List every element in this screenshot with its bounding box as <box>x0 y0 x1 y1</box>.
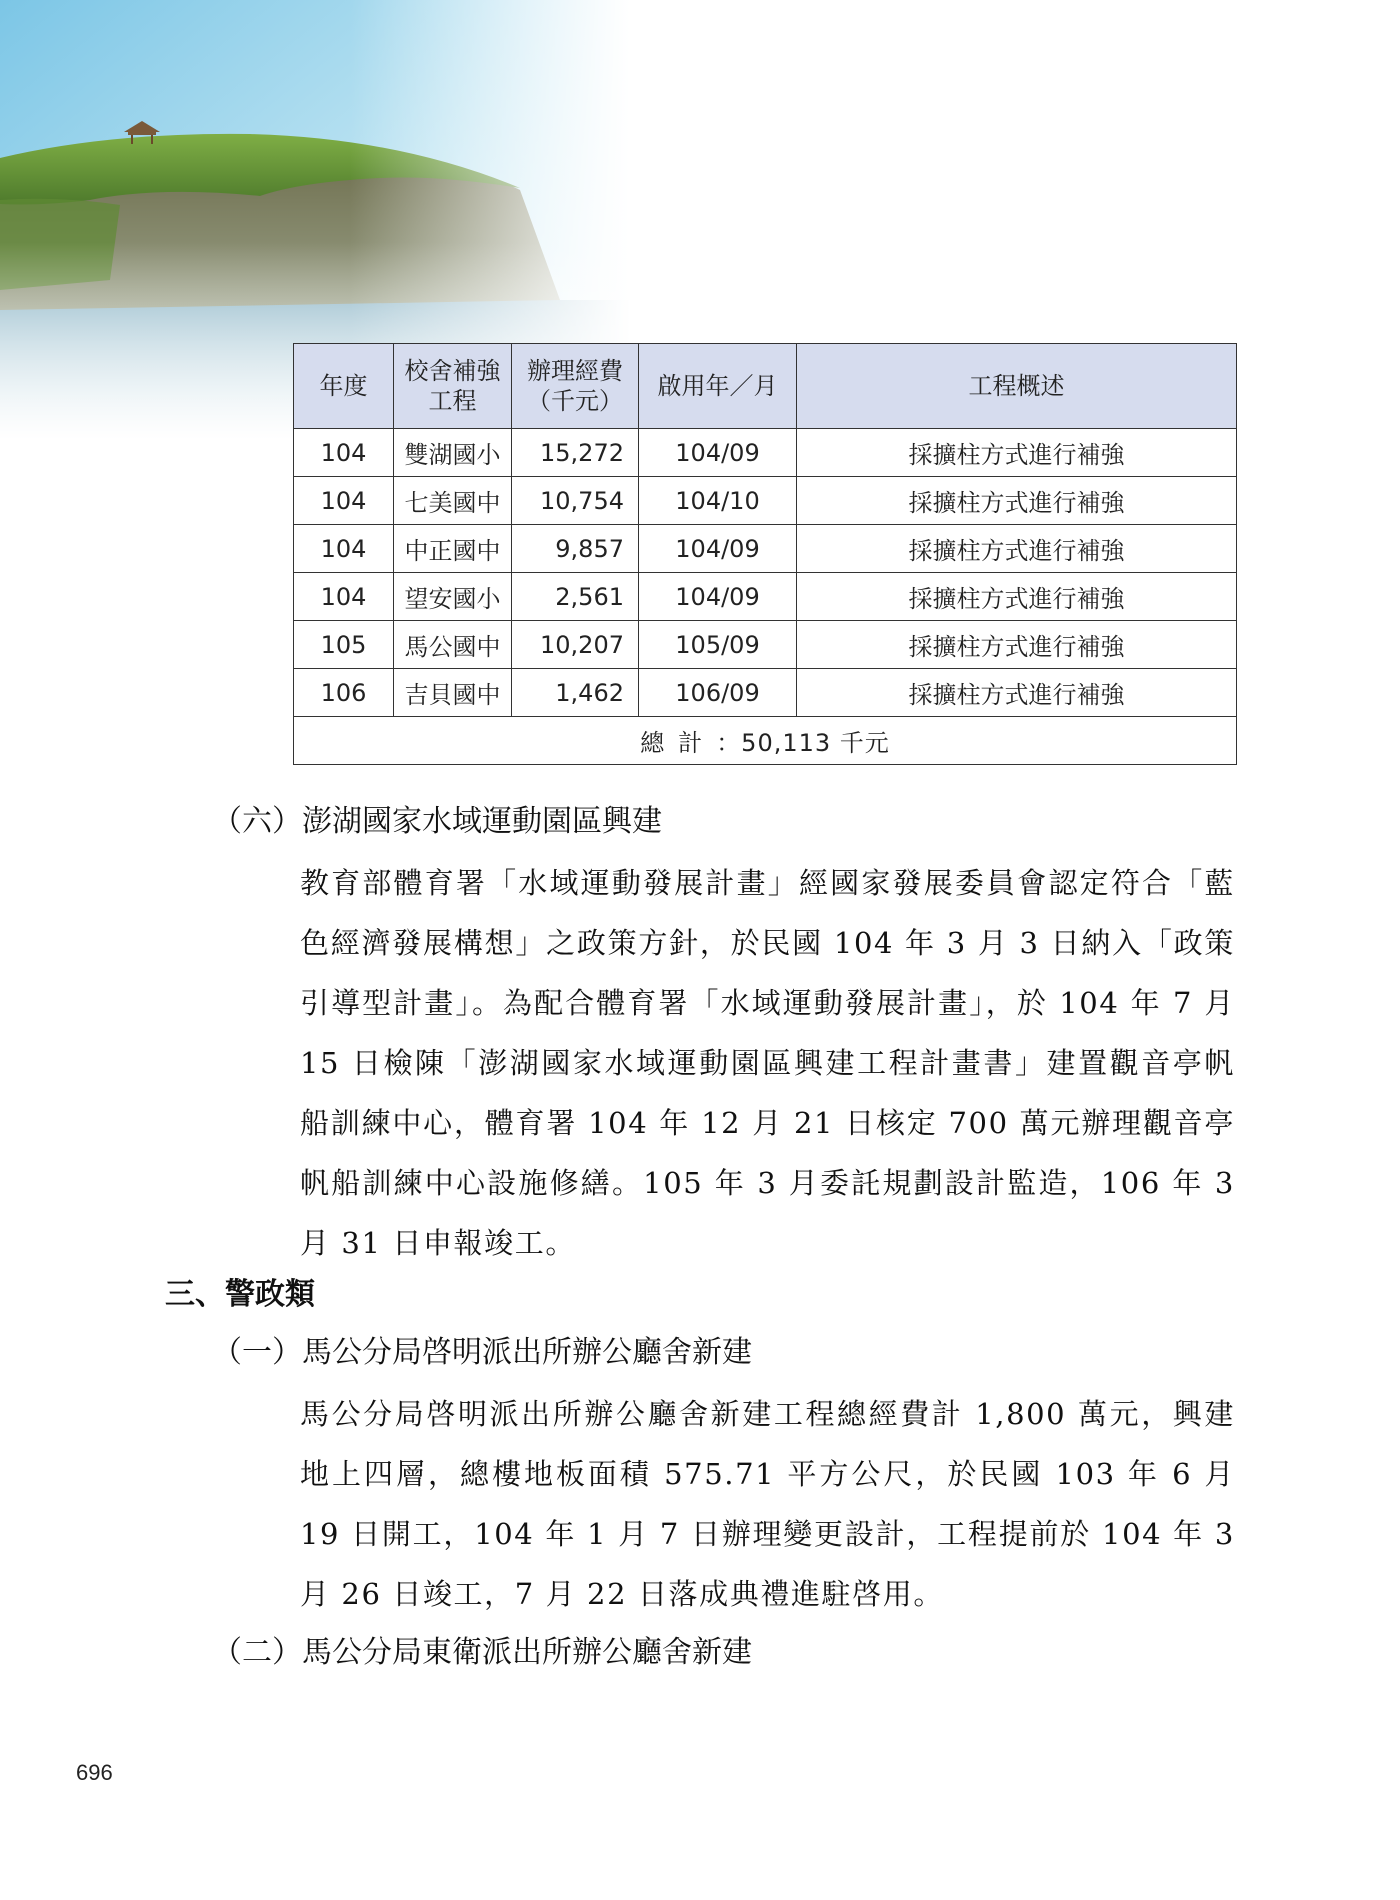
cell-description: 採擴柱方式進行補強 <box>797 669 1237 717</box>
cell-date: 106/09 <box>639 669 797 717</box>
section-three-heading: 三、警政類 <box>165 1277 315 1312</box>
header-cost: 辦理經費（千元） <box>512 344 639 429</box>
cell-year: 104 <box>294 525 394 573</box>
cell-description: 採擴柱方式進行補強 <box>797 477 1237 525</box>
table-row <box>294 669 1237 717</box>
cell-date: 104/09 <box>639 429 797 477</box>
table-row <box>294 429 1237 477</box>
school-reinforcement-table <box>293 343 1237 765</box>
cell-description: 採擴柱方式進行補強 <box>797 573 1237 621</box>
cell-cost: 1,462 <box>512 669 639 717</box>
cell-date: 105/09 <box>639 621 797 669</box>
header-year: 年度 <box>294 344 394 429</box>
header-description: 工程概述 <box>797 344 1237 429</box>
cell-cost: 9,857 <box>512 525 639 573</box>
cell-description: 採擴柱方式進行補強 <box>797 429 1237 477</box>
cell-cost: 10,207 <box>512 621 639 669</box>
cell-year: 104 <box>294 429 394 477</box>
subsection-one-body: 馬公分局啓明派出所辦公廳舍新建工程總經費計 1,800 萬元，興建地上四層，總樓地板面積 575.71 平方公尺，於民國 103 年 6 月 19 日開工，104 年 1 月 7 日辦理變更設計，工程提前於 104 年 3 月 26 日竣工，7 月 22 日落成典禮進駐啓用。 <box>300 1397 1235 1611</box>
cell-cost: 15,272 <box>512 429 639 477</box>
cell-description: 採擴柱方式進行補強 <box>797 621 1237 669</box>
cell-date: 104/10 <box>639 477 797 525</box>
total-label: 總計 <box>640 729 717 757</box>
header-school-project: 校舍補強工程 <box>394 344 512 429</box>
cell-school: 雙湖國小 <box>394 429 512 477</box>
table-row <box>294 525 1237 573</box>
subsection-two-heading: （二）馬公分局東衛派出所辦公廳舍新建 <box>212 1635 752 1670</box>
cell-school: 吉貝國中 <box>394 669 512 717</box>
table-row <box>294 573 1237 621</box>
cell-description: 採擴柱方式進行補強 <box>797 525 1237 573</box>
cell-school: 望安國小 <box>394 573 512 621</box>
cell-school: 中正國中 <box>394 525 512 573</box>
cell-cost: 2,561 <box>512 573 639 621</box>
cell-year: 104 <box>294 477 394 525</box>
section-six-heading: （六）澎湖國家水域運動園區興建 <box>212 804 662 839</box>
cell-year: 106 <box>294 669 394 717</box>
cell-school: 七美國中 <box>394 477 512 525</box>
table-row <box>294 477 1237 525</box>
cell-year: 104 <box>294 573 394 621</box>
total-value: ：50,113 千元 <box>716 729 890 757</box>
section-six-body: 教育部體育署「水域運動發展計畫」經國家發展委員會認定符合「藍色經濟發展構想」之政策方針，於民國 104 年 3 月 3 日納入「政策引導型計畫」。為配合體育署「水域運動發展計畫」，於 104 年 7 月 15 日檢陳「澎湖國家水域運動園區興建工程計畫書」建置觀音亭帆船訓練中心，體育署 104 年 12 月 21 日核定 700 萬元辦理觀音亭帆船訓練中心設施修繕。105 年 3 月委託規劃設計監造，106 年 3 月 31 日申報竣工。 <box>300 866 1235 1260</box>
cell-date: 104/09 <box>639 525 797 573</box>
page-number: 696 <box>76 1760 113 1785</box>
cell-school: 馬公國中 <box>394 621 512 669</box>
cell-cost: 10,754 <box>512 477 639 525</box>
table-header-row <box>294 344 1237 429</box>
subsection-one-heading: （一）馬公分局啓明派出所辦公廳舍新建 <box>212 1335 752 1370</box>
cell-date: 104/09 <box>639 573 797 621</box>
table-row <box>294 621 1237 669</box>
cell-year: 105 <box>294 621 394 669</box>
table-total-row <box>294 717 1237 765</box>
total-cell <box>294 717 1237 765</box>
header-open-date: 啟用年／月 <box>639 344 797 429</box>
